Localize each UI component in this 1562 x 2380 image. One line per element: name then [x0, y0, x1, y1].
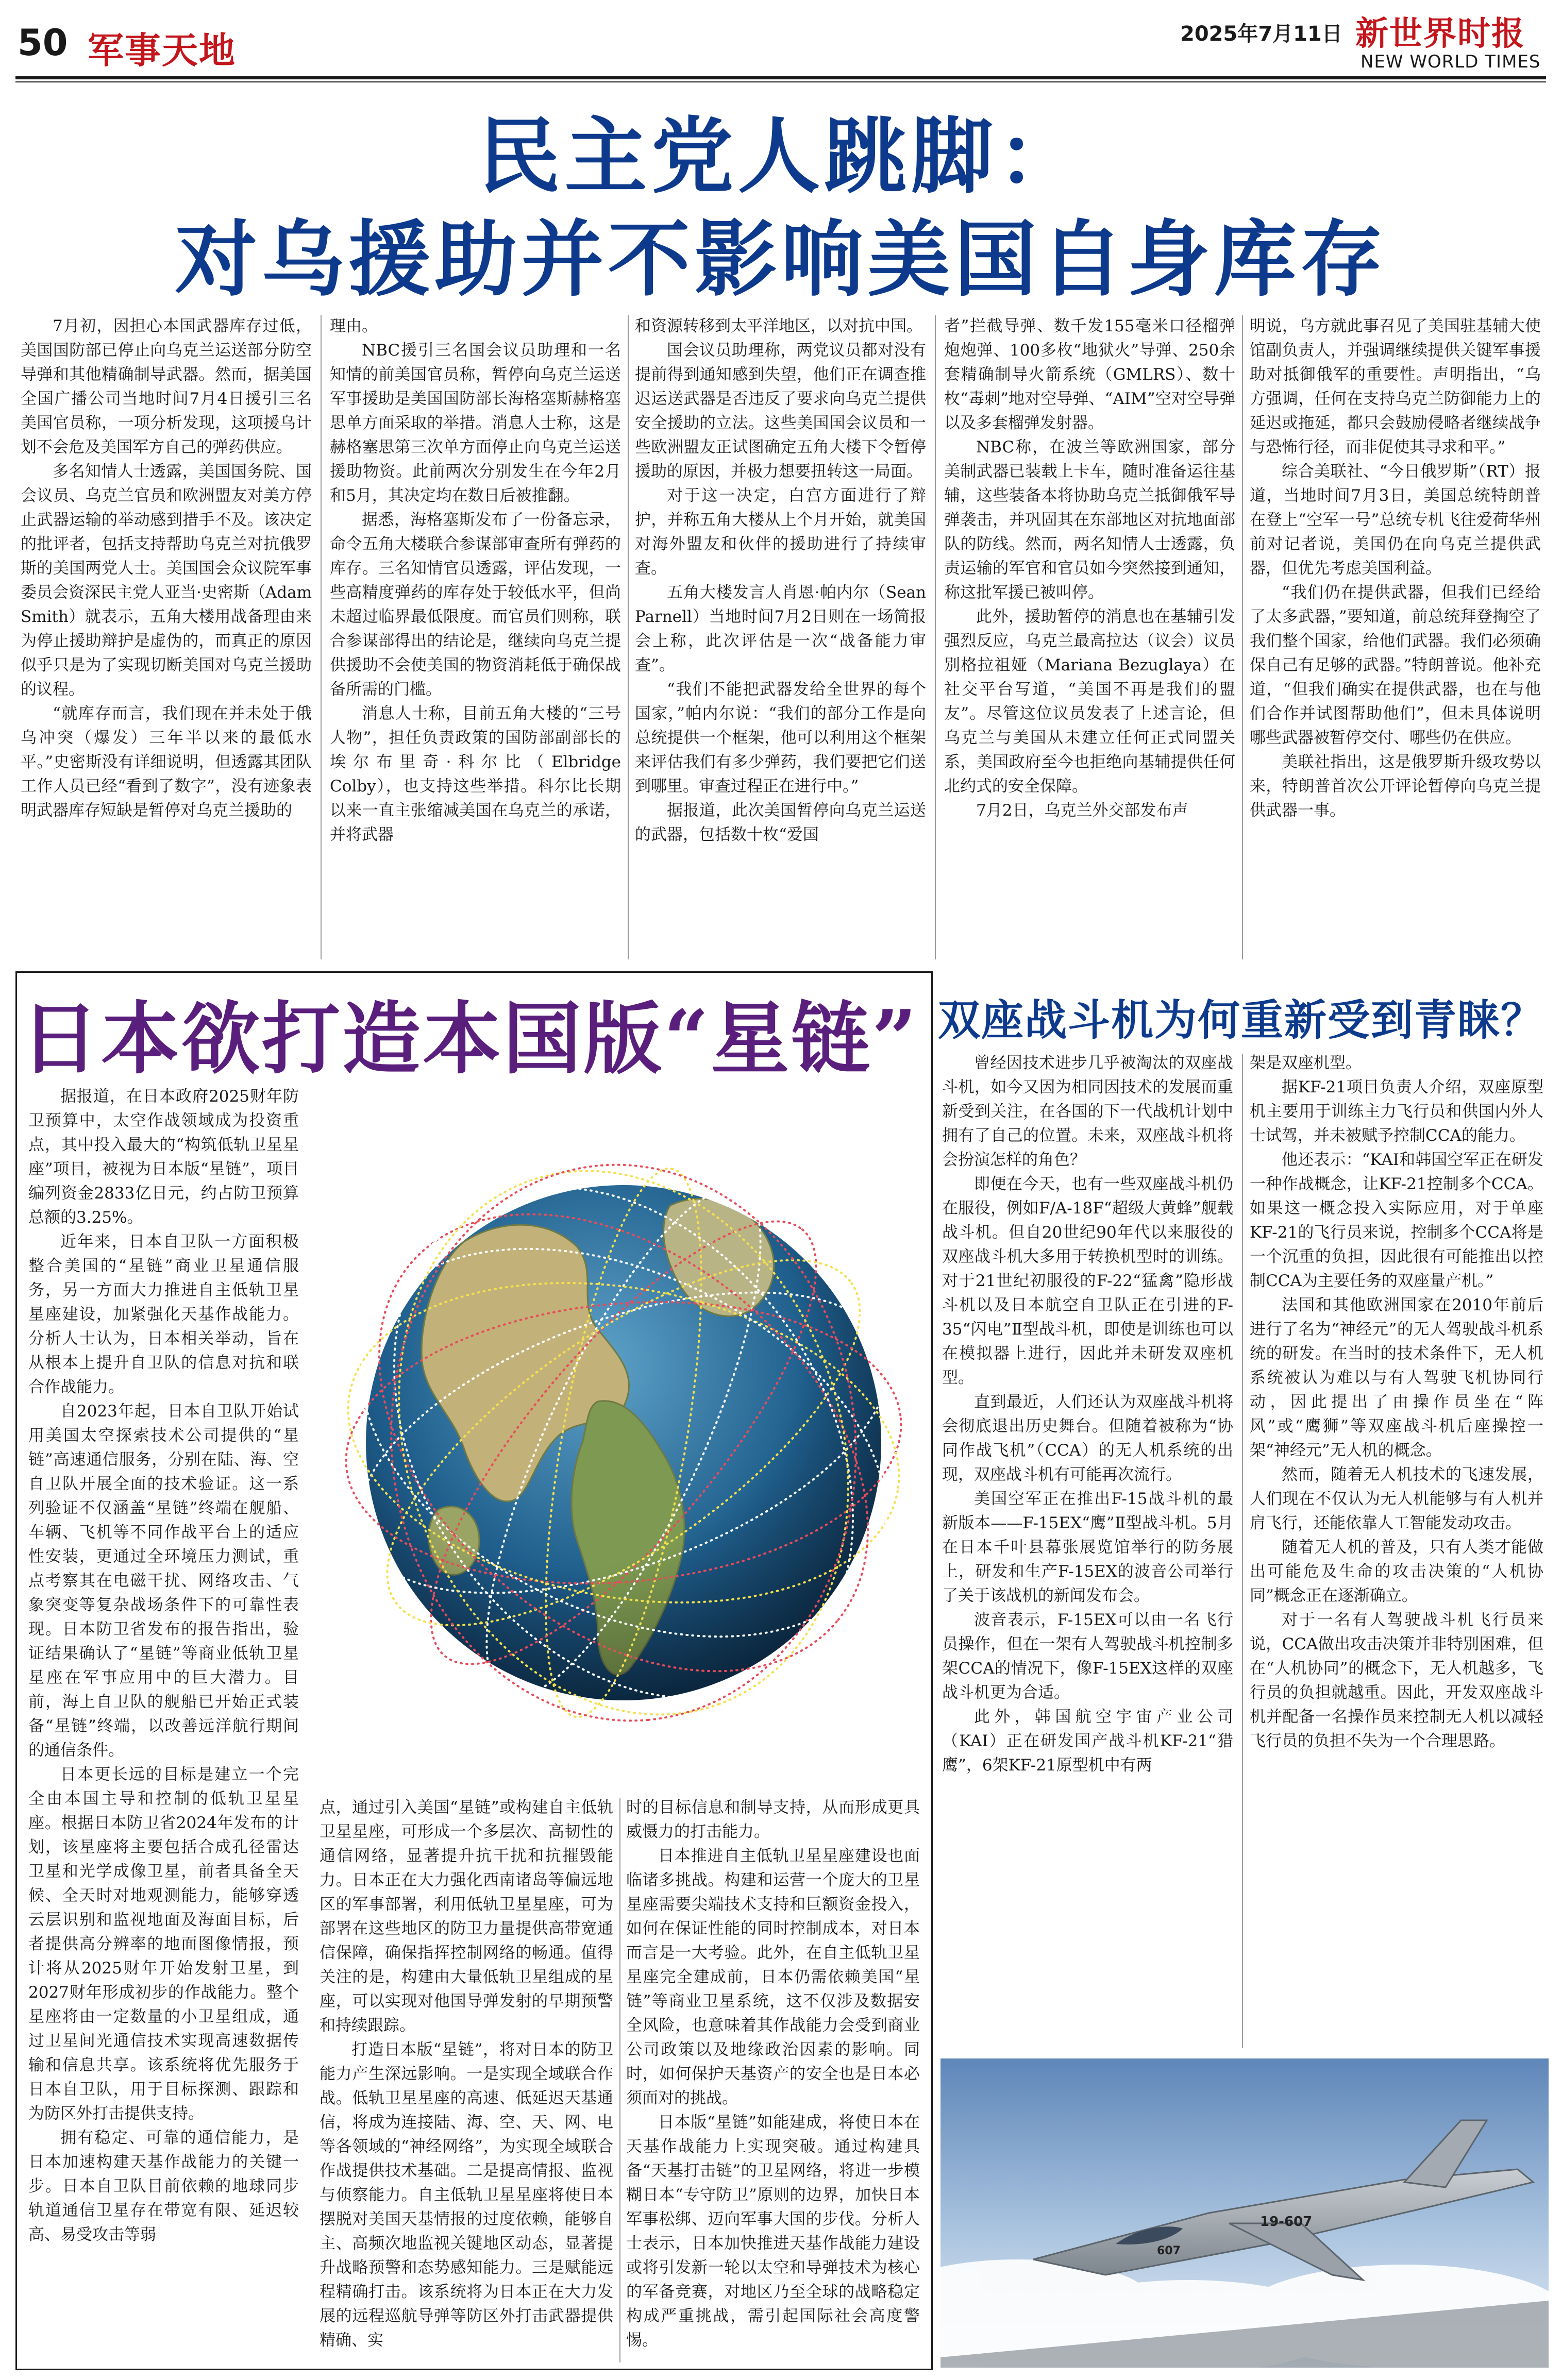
paragraph: 架是双座机型。 — [1250, 1054, 1362, 1072]
paper-name-logo: 新世界时报 — [1355, 14, 1525, 53]
paragraph: 曾经因技术进步几乎被淘汰的双座战斗机，如今又因为相同因技术的发展而重新受到关注，在各国的下一代战机计划中拥有了自己的位置。未来，双座战斗机将会扮演怎样的角色？ — [942, 1054, 1233, 1169]
article3-column-2 — [1250, 1051, 1543, 2051]
paragraph: 点，通过引入美国“星链”或构建自主低轨卫星星座，可形成一个多层次、高韧性的通信网络，显著提升抗干扰和抗摧毁能力。日本正在大力强化西南诸岛等偏远地区的军事部署，利用低轨卫星星座，可为部署在这些地区的防卫力量提供高带宽通信保障，确保指挥控制网络的畅通。值得关注的是，构建由大量低轨卫星组成的星座，可以实现对他国导弹发射的早期预警和持续跟踪。 — [320, 1798, 613, 2035]
paragraph: 五角大楼发言人肖恩·帕内尔（Sean Parnell）当地时间7月2日则在一场简报会上称，此次评估是一次“战备能力审查”。 — [635, 583, 926, 674]
paragraph: 据KF-21项目负责人介绍，双座原型机主要用于训练主力飞行员和供国内外人士试驾，并未被赋予控制CCA的能力。 — [1250, 1078, 1543, 1145]
paragraph: 然而，随着无人机技术的飞速发展，人们现在不仅认为无人机能够与有人机并肩飞行，还能依靠人工智能发动攻击。 — [1250, 1465, 1543, 1532]
satellite-orbit-globe — [309, 1087, 928, 1788]
paragraph: 时的目标信息和制导支持，从而形成更具威慑力的打击能力。 — [626, 1798, 920, 1841]
paragraph: 美联社指出，这是俄罗斯升级攻势以来，特朗普首次公开评论暂停向乌克兰提供武器一事。 — [1250, 753, 1541, 820]
paragraph: 7月2日，乌克兰外交部发布声 — [976, 801, 1188, 820]
paragraph: 即便在今天，也有一些双座战斗机仍在服役，例如F/A-18F“超级大黄蜂”舰载战斗机。但自20世纪90年代以来服役的双座战斗机大多用于转换机型时的训练。对于21世纪初服役的F-22“猛禽”隐形战斗机以及日本航空自卫队正在引进的F-35“闪电”Ⅱ型战斗机，即使是训练也可以在模拟器上进行，因此并未研发双座机型。 — [942, 1175, 1233, 1387]
paragraph: 7月初，因担心本国武器库存过低，美国国防部已停止向乌克兰运送部分防空导弹和其他精确制导武器。然而，据美国全国广播公司当地时间7月4日援引三名美国官员称，一项分析发现，这项援乌计划不会危及美国军方自己的弹药供应。 — [21, 317, 312, 457]
paragraph: 此外，韩国航空宇宙产业公司（KAI）正在研发国产战斗机KF-21“猎鹰”，6架KF-21原型机中有两 — [942, 1708, 1233, 1775]
paragraph: “就库存而言，我们现在并未处于俄乌冲突（爆发）三年半以来的最低水平。”史密斯没有详细说明，但透露其团队工作人员已经“看到了数字”，没有迹象表明武器库存短缺是暂停对乌克兰援助的 — [21, 704, 312, 820]
paragraph: 直到最近，人们还认为双座战斗机将会彻底退出历史舞台。但随着被称为“协同作战飞机”（CCA）的无人机系统的出现，双座战斗机有可能再次流行。 — [942, 1393, 1233, 1484]
paragraph: 自2023年起，日本自卫队开始试用美国太空探索技术公司提供的“星链”高速通信服务，分别在陆、海、空自卫队开展全面的技术验证。这一系列验证不仅涵盖“星链”终端在舰船、车辆、飞机等不同作战平台上的适应性安装，更通过全环境压力测试，重点考察其在电磁干扰、网络攻击、气象突变等复杂战场条件下的可靠性表现。日本防卫省发布的报告指出，验证结果确认了“星链”等商业低轨卫星星座在军事应用中的巨大潜力。目前，海上自卫队的舰船已开始正式装备“星链”终端，以改善远洋航行期间的通信条件。 — [28, 1402, 299, 1760]
article2-column-3 — [626, 1796, 920, 2362]
paragraph: 多名知情人士透露，美国国务院、国会议员、乌克兰官员和欧洲盟友对美方停止武器运输的举动感到措手不及。该决定的批评者，包括支持帮助乌克兰对抗俄罗斯的美国两党人士。美国国会众议院军事委员会资深民主党人亚当·史密斯（Adam Smith）就表示，五角大楼用战备理由来为停止援助辩护是虚伪的，而真正的原因似乎只是为了实现切断美国对乌克兰援助的议程。 — [21, 462, 312, 699]
column-separator — [619, 1798, 620, 2362]
paragraph: “我们不能把武器发给全世界的每个国家，”帕内尔说：“我们的部分工作是向总统提供一个框架，他可以利用这个框架来评估我们有多少弹药，我们要把它们送到哪里。审查过程正在进行中。” — [635, 680, 926, 796]
paragraph: 据悉，海格塞斯发布了一份备忘录，命令五角大楼联合参谋部审查所有弹药的库存。三名知情官员透露，评估发现，一些高精度弹药的库存处于较低水平，但尚未超过临界最低限度。而官员们则称，联合参谋部得出的结论是，继续向乌克兰提供援助不会使美国的物资消耗低于确保战备所需的门槛。 — [330, 511, 621, 699]
article1-column-5 — [1250, 314, 1541, 961]
paragraph: NBC援引三名国会议员助理和一名知情的前美国官员称，暂停向乌克兰运送军事援助是美国国防部长海格塞斯赫格塞思单方面采取的举措。消息人士称，这是赫格塞思第三次单方面停止向乌克兰运送援助物资。此前两次分别发生在今年2月和5月，其决定均在数日后被推翻。 — [330, 341, 621, 505]
paragraph: 打造日本版“星链”，将对日本的防卫能力产生深远影响。一是实现全域联合作战。低轨卫星星座的高速、低延迟天基通信，将成为连接陆、海、空、天、网、电等各领域的“神经网络”，为实现全域联合作战提供技术基础。二是提高情报、监视与侦察能力。自主低轨卫星星座将使日本摆脱对美国天基情报的过度依赖，能够自主、高频次地监视关键地区动态，显著提升战略预警和态势感知能力。三是赋能远程精确打击。该系统将为日本正在大力发展的远程巡航导弹等防区外打击武器提供精确、实 — [320, 2040, 613, 2350]
paragraph: 对于这一决定，白宫方面进行了辩护，并称五角大楼从上个月开始，就美国对海外盟友和伙伴的援助进行了持续审查。 — [635, 486, 926, 578]
paper-name-english: NEW WORLD TIMES — [1361, 52, 1541, 72]
article1-column-3 — [635, 314, 926, 961]
paragraph: 日本版“星链”如能建成，将使日本在天基作战能力上实现突破。通过构建具备“天基打击链”的卫星网络，将进一步模糊日本“专守防卫”原则的边界，加快日本军事松绑、迈向军事大国的步伐。分析人士表示，日本加快推进天基作战能力建设或将引发新一轮以太空和导弹技术为核心的军备竞赛，对地区乃至全球的战略稳定构成严重挑战，需引起国际社会高度警惕。 — [626, 2113, 920, 2350]
column-separator — [628, 315, 629, 959]
paragraph: 拥有稳定、可靠的通信能力，是日本加速构建天基作战能力的关键一步。日本自卫队目前依赖的地球同步轨道通信卫星存在带宽有限、延迟较高、易受攻击等弱 — [28, 2129, 299, 2244]
article1-column-2 — [330, 314, 621, 961]
paragraph: NBC称，在波兰等欧洲国家，部分美制武器已装载上卡车，随时准备运往基辅，这些装备本将协助乌克兰抵御俄军导弹袭击，并巩固其在东部地区对抗地面部队的防线。然而，两名知情人士透露，负责运输的军官和官员如今突然接到通知，称这批军援已被叫停。 — [944, 438, 1235, 602]
paragraph: 近年来，日本自卫队一方面积极整合美国的“星链”商业卫星通信服务，另一方面大力推进自主低轨卫星星座建设，加紧强化天基作战能力。分析人士认为，日本相关举动，旨在从根本上提升自卫队的信息对抗和联合作战能力。 — [28, 1233, 299, 1396]
masthead-rule-thin — [15, 81, 1546, 82]
paragraph: 据报道，在日本政府2025财年防卫预算中，太空作战领域成为投资重点，其中投入最大的“构筑低轨卫星星座”项目，被视为日本版“星链”，项目编列资金2833亿日元，约占防卫预算总额的3.25%。 — [28, 1087, 299, 1227]
paragraph: 随着无人机的普及，只有人类才能做出可能危及生命的攻击决策的“人机协同”概念正在逐渐确立。 — [1250, 1538, 1543, 1605]
column-separator — [1242, 1054, 1243, 2048]
article1-headline-line1: 民主党人跳脚： — [478, 108, 1084, 205]
paragraph: 明说，乌方就此事召见了美国驻基辅大使馆副负责人，并强调继续提供关键军事援助对抵御俄军的重要性。声明指出，“乌方强调，任何在支持乌克兰防御能力上的延迟或拖延，都只会鼓励侵略者继续战争与恐怖行径，而非促使其寻求和平。” — [1250, 317, 1541, 457]
starlink-globe-illustration — [309, 1087, 928, 1788]
paragraph: 日本更长远的目标是建立一个完全由本国主导和控制的低轨卫星星座。根据日本防卫省2024年发布的计划，该星座将主要包括合成孔径雷达卫星和光学成像卫星，前者具备全天候、全天时对地观测能力，能够穿透云层识别和监视地面及海面目标，后者提供高分辨率的地面图像情报，预计将从2025财年开始发射卫星，到2027财年形成初步的作战能力。整个星座将由一定数量的小卫星组成，通过卫星间光通信技术实现高速数据传输和信息共享。该系统将优先服务于日本自卫队，用于目标探测、跟踪和为防区外打击提供支持。 — [28, 1765, 299, 2123]
article2-column-2 — [320, 1796, 613, 2362]
article1-headline-line2: 对乌援助并不影响美国自身库存 — [175, 211, 1387, 308]
paragraph: 日本推进自主低轨卫星星座建设也面临诸多挑战。构建和运营一个庞大的卫星星座需要尖端技术支持和巨额资金投入，如何在保证性能的同时控制成本，对日本而言是一大考验。此外，在自主低轨卫星星座完全建成前，日本仍需依赖美国“星链”等商业卫星系统，这不仅涉及数据安全风险，也意味着其作战能力会受到商业公司政策以及地缘政治因素的影响。同时，如何保护天基资产的安全也是日本必须面对的挑战。 — [626, 1847, 920, 2107]
paragraph: 他还表示：“KAI和韩国空军正在研发一种作战概念，让KF-21控制多个CCA。如果这一概念投入实际应用，对于单座KF-21的飞行员来说，控制多个CCA将是一个沉重的负担，因此很有可能推出以控制CCA为主要任务的双座量产机。” — [1250, 1151, 1543, 1290]
paragraph: 和资源转移到太平洋地区，以对抗中国。 — [635, 317, 922, 335]
masthead-rule — [15, 76, 1546, 79]
section-title: 军事天地 — [88, 29, 236, 72]
paragraph: 波音表示，F-15EX可以由一名飞行员操作，但在一架有人驾驶战斗机控制多架CCA的情况下，像F-15EX这样的双座战斗机更为合适。 — [942, 1611, 1233, 1702]
paragraph: 对于一名有人驾驶战斗机飞行员来说，CCA做出攻击决策并非特别困难，但在“人机协同”的概念下，无人机越多，飞行员的负担就越重。因此，开发双座战斗机并配备一名操作员来控制无人机以减轻飞行员的负担不失为一个合理思路。 — [1250, 1611, 1543, 1750]
article2-column-1 — [28, 1085, 299, 2362]
paragraph: 消息人士称，目前五角大楼的“三号人物”，担任负责政策的国防部副部长的埃尔布里奇·科尔比（Elbridge Colby），也支持这些举措。科尔比长期以来一直主张缩减美国在乌克兰的承诺，并将武器 — [330, 704, 621, 844]
jet-photo-svg — [940, 2058, 1549, 2368]
paragraph: 法国和其他欧洲国家在2010年前后进行了名为“神经元”的无人驾驶战斗机系统的研发。在当时的技术条件下，无人机系统被认为难以与有人驾驶飞机协同行动，因此提出了由操作员坐在“阵风”或“鹰狮”等双座战斗机后座操控一架“神经元”无人机的概念。 — [1250, 1296, 1543, 1460]
jet-nose-number: 607 — [1157, 2244, 1181, 2257]
publication-date: 2025年7月11日 — [1180, 22, 1342, 46]
column-separator — [321, 315, 322, 959]
article1-column-4 — [944, 314, 1235, 961]
paragraph: 者”拦截导弹、数千发155毫米口径榴弹炮炮弹、100多枚“地狱火”导弹、250余套精确制导火箭系统（GMLRS）、数十枚“毒刺”地对空导弹、“AIM”空对空导弹以及多套榴弹发射器。 — [944, 317, 1235, 432]
paragraph: 理由。 — [330, 317, 378, 335]
jet-serial-number: 19-607 — [1260, 2214, 1313, 2230]
article2-headline: 日本欲打造本国版“星链” — [21, 992, 919, 1085]
paragraph: 美国空军正在推出F-15战斗机的最新版本——F-15EX“鹰”Ⅱ型战斗机。5月在日本千叶县幕张展览馆举行的防务展上，研发和生产F-15EX的波音公司举行了关于该战机的新闻发布会。 — [942, 1490, 1233, 1605]
paragraph: “我们仍在提供武器，但我们已经给了太多武器，”要知道，前总统拜登掏空了我们整个国家，给他们武器。我们必须确保自己有足够的武器。”特朗普说。他补充道，“但我们确实在提供武器，也在与他们合作并试图帮助他们”，但未具体说明哪些武器被暂停交付、哪些仍在供应。 — [1250, 583, 1541, 747]
paragraph: 国会议员助理称，两党议员都对没有提前得到通知感到失望，他们正在调查推迟运送武器是否违反了要求向乌克兰提供安全援助的立法。这些美国国会议员和一些欧洲盟友正试图确定五角大楼下令暂停援助的原因，并极力想要扭转这一局面。 — [635, 341, 926, 481]
paragraph: 综合美联社、“今日俄罗斯”（RT）报道，当地时间7月3日，美国总统特朗普在登上“空军一号”总统专机飞往爱荷华州前对记者说，美国仍在向乌克兰提供武器，但优先考虑美国利益。 — [1250, 462, 1541, 578]
fighter-jet-photo — [940, 2058, 1549, 2368]
paragraph: 此外，援助暂停的消息也在基辅引发强烈反应，乌克兰最高拉达（议会）议员别格拉祖娅（Mariana Bezuglaya）在社交平台写道，“美国不再是我们的盟友”。尽管这位议员发表了上述言论，但乌克兰与美国从未建立任何正式同盟关系，美国政府至今也拒绝向基辅提供任何北约式的安全保障。 — [944, 607, 1235, 796]
article1-column-1 — [21, 314, 312, 961]
column-separator — [1242, 315, 1243, 959]
paragraph: 据报道，此次美国暂停向乌克兰运送的武器，包括数十枚“爱国 — [635, 801, 926, 844]
column-separator — [935, 315, 936, 959]
page-number: 50 — [18, 22, 68, 64]
article3-column-1 — [942, 1051, 1233, 2051]
article3-headline: 双座战斗机为何重新受到青睐？ — [938, 996, 1544, 1045]
